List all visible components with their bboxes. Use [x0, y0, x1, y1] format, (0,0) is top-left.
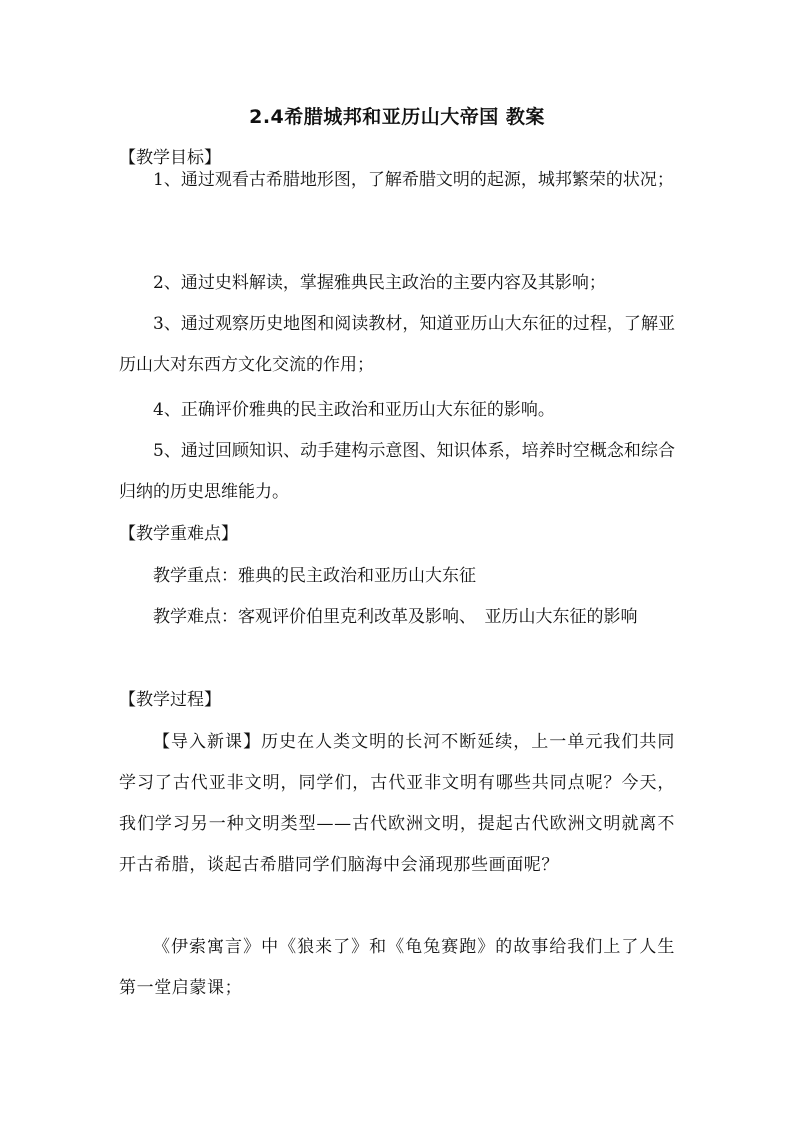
objective-item-2: 2、通过史料解读，掌握雅典民主政治的主要内容及其影响； — [153, 273, 606, 293]
document-title: 2.4希腊城邦和亚历山大帝国 教案 — [249, 106, 545, 128]
objectives-heading: 【教学目标】 — [119, 148, 221, 168]
difficult-point: 教学难点：客观评价伯里克利改革及影响、 亚历山大东征的影响 — [153, 607, 638, 627]
objective-item-5: 5、通过回顾知识、动手建构示意图、知识体系，培养时空概念和综合归纳的历史思维能力。 — [119, 441, 675, 502]
intro-paragraph: 【导入新课】历史在人类文明的长河不断延续，上一单元我们共同学习了古代亚非文明，同学们，古代亚非文明有哪些共同点呢？今天，我们学习另一种文明类型——古代欧洲文明，提起古代欧洲文明就离不开古希腊，谈起古希腊同学们脑海中会涌现那些画面呢？ — [119, 732, 675, 875]
objective-item-1: 1、通过观看古希腊地形图，了解希腊文明的起源，城邦繁荣的状况； — [153, 170, 674, 190]
objective-item-3: 3、通过观察历史地图和阅读教材，知道亚历山大东征的过程，了解亚历山大对东西方文化交流的作用； — [119, 314, 675, 375]
document-page — [119, 0, 675, 1123]
aesop-paragraph: 《伊索寓言》中《狼来了》和《龟兔赛跑》的故事给我们上了人生第一堂启蒙课； — [119, 937, 675, 998]
keypoints-heading: 【教学重难点】 — [119, 524, 238, 544]
objective-item-4: 4、正确评价雅典的民主政治和亚历山大东征的影响。 — [153, 400, 555, 420]
key-point: 教学重点：雅典的民主政治和亚历山大东征 — [153, 566, 476, 586]
process-heading: 【教学过程】 — [119, 690, 221, 710]
